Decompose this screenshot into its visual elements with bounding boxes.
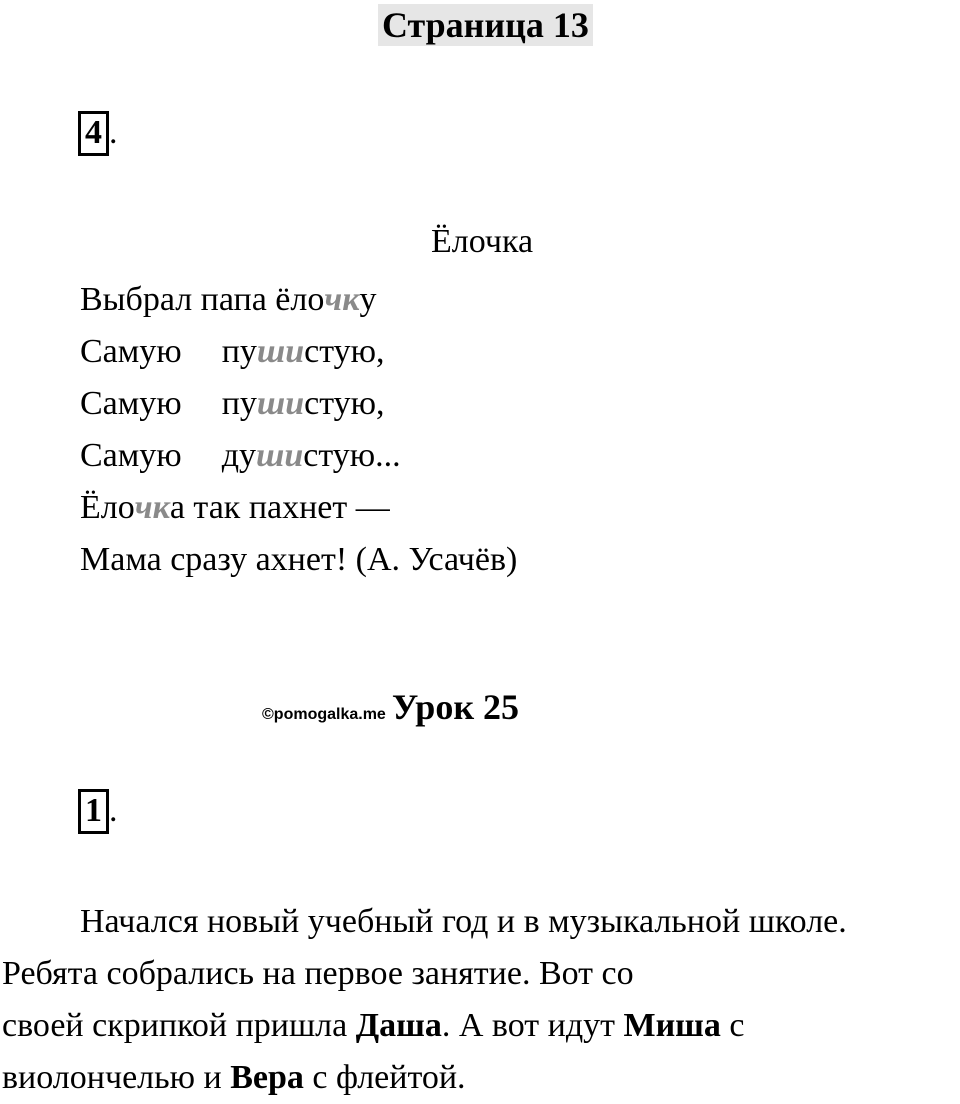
task-1-marker [78, 792, 118, 830]
highlighted-letters: чк [134, 489, 170, 526]
poem-line: Ёлочка так пахнет — [80, 489, 390, 526]
task-number-box: 4 [78, 111, 109, 156]
poem-line: Мама сразу ахнет! (А. Усачёв) [80, 541, 518, 578]
poem-line: Выбрал папа ёлочку [80, 281, 377, 318]
highlighted-letters: ши [256, 333, 305, 370]
poem-title: Ёлочка [431, 223, 534, 260]
name-dasha: Даша [355, 1007, 442, 1044]
paragraph-line: Ребята собрались на первое занятие. Вот со [2, 955, 634, 992]
lesson-heading [262, 686, 519, 736]
task-number-box: 1 [78, 789, 109, 834]
poem-line: Самую душистую... [80, 437, 401, 474]
poem-body [80, 274, 517, 586]
task-1-paragraph [2, 896, 960, 1104]
highlighted-letters: чк [324, 281, 360, 318]
poem-line: Самую пушистую, [80, 385, 385, 422]
poem-line: Самую пушистую, [80, 333, 385, 370]
paragraph-line: Начался новый учебный год и в музыкальной школе. [80, 903, 847, 940]
task-number-dot: . [109, 792, 118, 829]
lesson-title: Урок 25 [391, 687, 520, 727]
name-misha: Миша [623, 1007, 721, 1044]
highlighted-letters: ши [256, 385, 305, 422]
page-title: Страница 13 [378, 4, 593, 46]
name-vera: Вера [230, 1059, 304, 1096]
paragraph-line: своей скрипкой пришла Даша. А вот идут Миша с [2, 1007, 745, 1044]
highlighted-letters: ши [256, 437, 304, 474]
paragraph-line: виолончелью и Вера с флейтой. [2, 1059, 466, 1096]
watermark: ©pomogalka.me [262, 706, 386, 723]
task-4-marker [78, 114, 118, 152]
task-number-dot: . [109, 114, 118, 151]
